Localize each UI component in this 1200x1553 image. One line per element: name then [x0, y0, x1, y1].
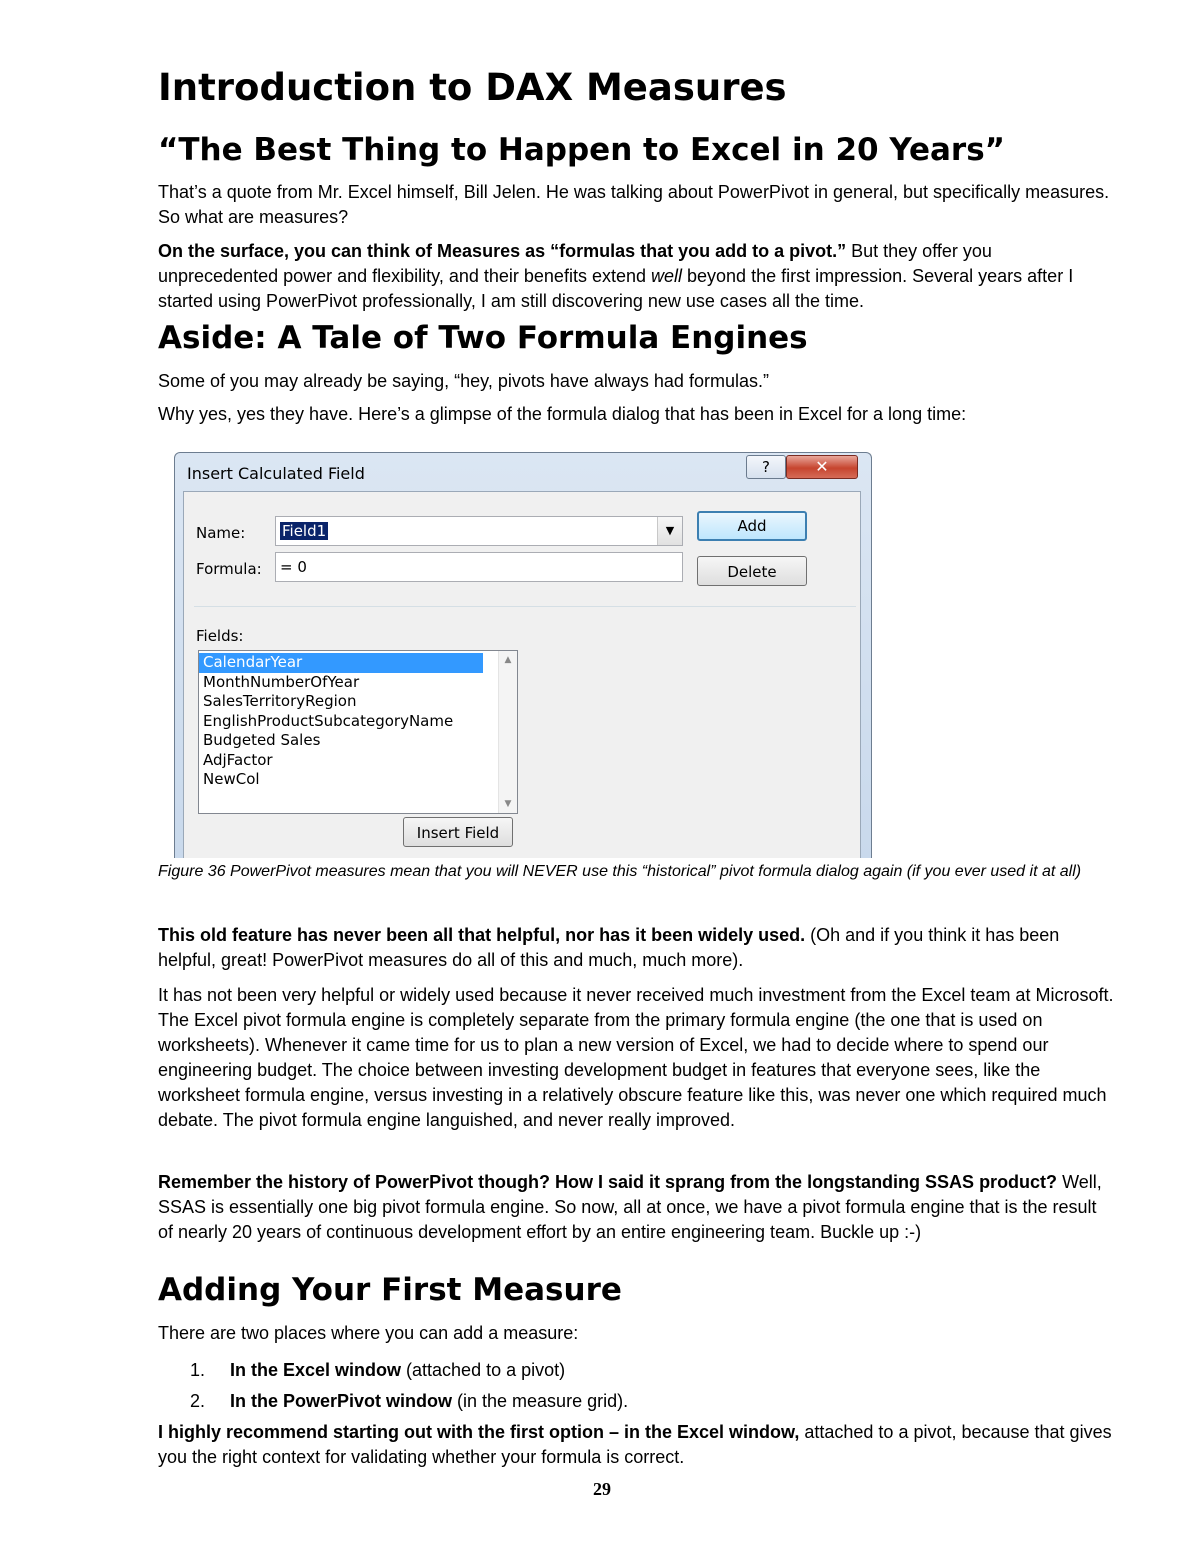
- paragraph-ssas-rest: Well, SSAS is essentially one big pivot formula engine. So now, all at once, we have a pivot formula engine that is the result of nearly 20 years of continuous development effort by an entire engineering team. Buckle up :-): [158, 1172, 1102, 1242]
- paragraph-old-feature-bold: This old feature has never been all that helpful, nor has it been widely used.: [158, 925, 806, 945]
- insert-calculated-field-dialog: [174, 452, 872, 858]
- list-scrollbar[interactable]: [498, 651, 517, 813]
- name-combobox[interactable]: [275, 516, 683, 546]
- page-number: 29: [593, 1479, 611, 1499]
- figure-caption: Figure 36 PowerPivot measures mean that you will NEVER use this “historical” pivot formula dialog again (if you ever used it at all): [158, 863, 1082, 880]
- paragraph-glimpse: Why yes, yes they have. Here’s a glimpse of the formula dialog that has been in Excel for a long time:: [158, 404, 967, 424]
- list-item[interactable]: NewCol: [203, 770, 260, 788]
- paragraph-recommend-rest: attached to a pivot, because that gives you the right context for validating whether your formula is correct.: [158, 1422, 1112, 1467]
- list-item[interactable]: SalesTerritoryRegion: [203, 692, 357, 710]
- paragraph-pivots-formulas: Some of you may already be saying, “hey, pivots have always had formulas.”: [158, 371, 769, 391]
- paragraph-surface: [158, 239, 1116, 314]
- name-label: Name:: [196, 524, 246, 542]
- fields-listbox[interactable]: [198, 650, 518, 814]
- scroll-up-icon[interactable]: ▲: [504, 655, 512, 665]
- paragraph-two-places: There are two places where you can add a measure:: [158, 1323, 579, 1343]
- close-icon[interactable]: ✕: [786, 455, 858, 479]
- list-item-number: 1.: [190, 1360, 206, 1380]
- formula-input[interactable]: = 0: [275, 552, 683, 582]
- scroll-down-icon[interactable]: ▼: [504, 799, 512, 809]
- list-item-number: 2.: [190, 1391, 206, 1411]
- delete-button[interactable]: Delete: [697, 556, 807, 586]
- section-heading-adding: Adding Your First Measure: [158, 1272, 622, 1308]
- list-item[interactable]: MonthNumberOfYear: [203, 672, 360, 691]
- divider: [194, 606, 856, 607]
- dialog-body: [183, 491, 861, 858]
- list-item-bold: In the Excel window: [230, 1360, 402, 1380]
- paragraph-history: It has not been very helpful or widely used because it never received much investment from the Excel team at Microsoft. The Excel pivot formula engine is completely separate from the primary formula engine (the one that is used on worksheets). Whenever it came time for us to plan a new version of Excel, we had to decide where to spend our engineering budget. The choice between investing development budget in features that everyone sees, like the worksheet formula engine, versus investing in a relatively obscure feature like this, was never one which required much debate. The pivot formula engine languished, and never really improved.: [158, 985, 1114, 1130]
- insert-field-button[interactable]: Insert Field: [403, 817, 513, 847]
- list-item[interactable]: CalendarYear: [199, 653, 483, 673]
- paragraph-recommend: [158, 1420, 1116, 1470]
- list-item-bold: In the PowerPivot window: [230, 1391, 453, 1411]
- chapter-title: Introduction to DAX Measures: [158, 66, 787, 109]
- paragraph-ssas-bold: Remember the history of PowerPivot though? How I said it sprang from the longstanding SSAS product?: [158, 1172, 1058, 1192]
- formula-label: Formula:: [196, 560, 262, 578]
- measure-location-list: [158, 1355, 1108, 1417]
- paragraph-recommend-bold: I highly recommend starting out with the first option – in the Excel window,: [158, 1422, 800, 1442]
- paragraph-old-feature-rest: (Oh and if you think it has been helpful, great! PowerPivot measures do all of this and much, much more).: [158, 925, 1060, 970]
- list-item: [158, 1355, 1108, 1386]
- fields-label: Fields:: [196, 627, 244, 645]
- add-button[interactable]: Add: [697, 511, 807, 541]
- paragraph-ssas: [158, 1170, 1116, 1245]
- help-icon[interactable]: ?: [746, 455, 786, 479]
- chevron-down-icon[interactable]: ▼: [657, 517, 682, 545]
- list-item[interactable]: AdjFactor: [203, 750, 273, 769]
- paragraph-surface-text-a: But they offer you unprecedented power and flexibility, and their benefits extend: [158, 241, 992, 286]
- dialog-title: Insert Calculated Field: [187, 464, 365, 483]
- paragraph-old-feature: [158, 923, 1116, 973]
- list-item-text: (attached to a pivot): [401, 1360, 566, 1380]
- list-item-text: (in the measure grid).: [452, 1391, 629, 1411]
- list-item: [158, 1386, 1108, 1417]
- paragraph-surface-text-b: beyond the first impression. Several years after I started using PowerPivot professionally, I am still discovering new use cases all the time.: [158, 266, 1074, 311]
- name-input-value: Field1: [282, 522, 327, 540]
- paragraph-intro: That’s a quote from Mr. Excel himself, Bill Jelen. He was talking about PowerPivot in general, but specifically measures. So what are measures?: [158, 182, 1110, 227]
- list-item[interactable]: Budgeted Sales: [203, 731, 321, 749]
- paragraph-surface-bold: On the surface, you can think of Measures as “formulas that you add to a pivot.”: [158, 241, 847, 261]
- paragraph-surface-italic: well: [651, 266, 683, 286]
- section-heading-aside: Aside: A Tale of Two Formula Engines: [158, 320, 808, 356]
- section-heading-quote: “The Best Thing to Happen to Excel in 20 Years”: [158, 132, 1006, 168]
- list-item[interactable]: EnglishProductSubcategoryName: [203, 711, 454, 730]
